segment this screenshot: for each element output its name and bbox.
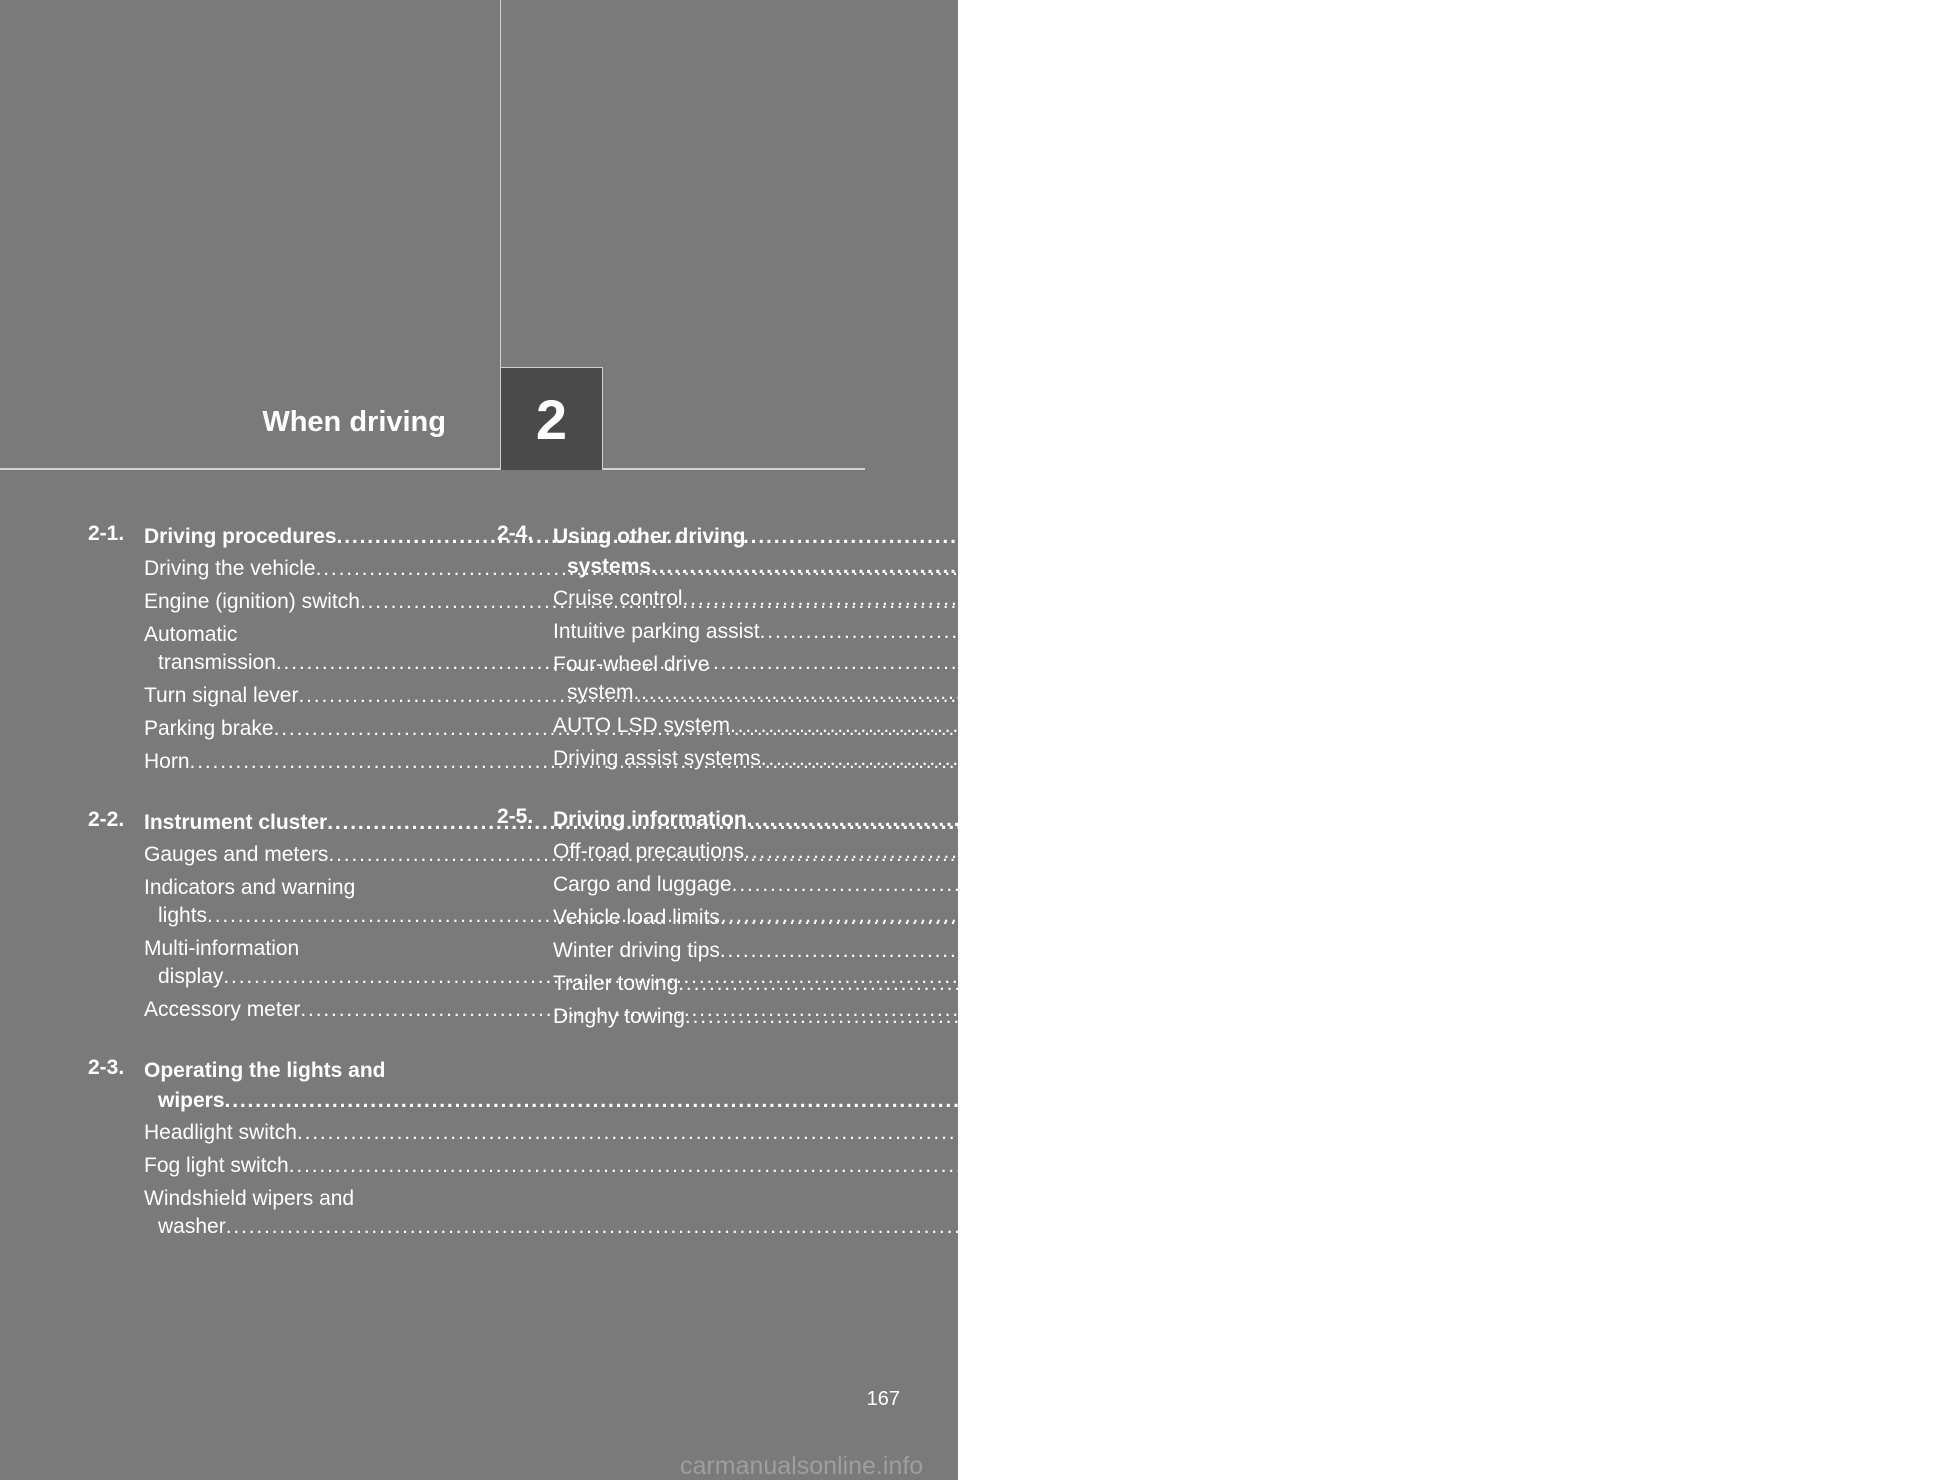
toc-entry[interactable]: [144, 1119, 1484, 1147]
entry-page-number[interactable]: 186: [1425, 717, 1461, 740]
entry-page-number[interactable]: 241: [1883, 873, 1919, 896]
entry-label-line: Automatic: [144, 623, 238, 646]
page-number: 167: [866, 1388, 900, 1410]
toc-entry[interactable]: [553, 937, 1907, 965]
entry-label: Headlight switch: [144, 1121, 297, 1144]
dot-leader: [761, 745, 1900, 773]
toc-section: [88, 1056, 1484, 1241]
entry-label: Horn: [144, 750, 190, 773]
section-title: [553, 522, 1838, 582]
dot-leader: [683, 585, 1822, 613]
entry-label: Trailer towing: [553, 972, 679, 995]
entry-label: system: [567, 681, 634, 704]
entry-label: washer: [158, 1215, 226, 1238]
entry-label: Cargo and luggage: [553, 873, 732, 896]
entry-page-number[interactable]: 185: [1450, 684, 1486, 707]
dot-leader: [730, 712, 1869, 740]
section-page-number[interactable]: 168: [1488, 525, 1524, 548]
entry-label: Dinghy towing: [553, 1005, 685, 1028]
entry-page-number[interactable]: 180: [1427, 651, 1463, 674]
dot-leader: [634, 679, 1773, 707]
header-rule: [0, 468, 865, 470]
entry-page-number[interactable]: 204: [1452, 998, 1488, 1021]
entry-page-number[interactable]: 236: [1895, 840, 1931, 863]
entry-page-number[interactable]: 194: [1358, 904, 1394, 927]
dot-leader: [289, 1152, 1428, 1180]
entry-label: AUTO LSD system: [553, 714, 730, 737]
entry-page-number[interactable]: 168: [1467, 557, 1503, 580]
entry-page-number[interactable]: 198: [1375, 965, 1411, 988]
dot-leader: [297, 1119, 1436, 1147]
entry-page-number[interactable]: 244: [1871, 906, 1907, 929]
entry-page-number[interactable]: 177: [1511, 590, 1547, 613]
section-title-text: Driving procedures: [144, 525, 337, 548]
section-heading[interactable]: [88, 1056, 1412, 1116]
toc-entry[interactable]: [144, 1152, 1476, 1180]
entry-label-line: Windshield wipers and: [144, 1187, 355, 1210]
dot-leader: [225, 1086, 1364, 1116]
section-entries: [144, 1119, 1484, 1241]
dot-leader: [678, 970, 1817, 998]
entry-page-number[interactable]: 223: [1785, 681, 1821, 704]
entry-label: Engine (ignition) switch: [144, 590, 360, 613]
entry-label: Intuitive parking assist: [553, 620, 760, 643]
entry-label: Driving assist systems: [553, 747, 761, 770]
entry-label: Turn signal lever: [144, 684, 299, 707]
chapter-number-tab: [500, 367, 603, 470]
section-title-line: Operating the lights and: [144, 1059, 386, 1082]
dot-leader: [760, 618, 1899, 646]
toc-entry[interactable]: [553, 871, 1919, 899]
section-page-number[interactable]: 236: [1898, 808, 1934, 831]
dot-leader: [720, 904, 1859, 932]
chapter-title: When driving: [262, 406, 446, 438]
entry-row: [144, 1213, 1413, 1241]
entry-page-number[interactable]: 214: [1834, 587, 1870, 610]
dot-leader: [744, 838, 1883, 866]
section-title-text: Instrument cluster: [144, 811, 328, 834]
entry-label: display: [158, 965, 224, 988]
section-number: 2-3.: [88, 1056, 125, 1079]
section-page-number[interactable]: 207: [1376, 1089, 1412, 1112]
entry-page-number[interactable]: 250: [1830, 972, 1866, 995]
section-number: 2-4.: [497, 522, 534, 545]
dot-leader: [720, 937, 1859, 965]
toc-entry[interactable]: [553, 618, 1947, 646]
entry-label: Cruise control: [553, 587, 683, 610]
entry-page-number[interactable]: 188: [1480, 843, 1516, 866]
entry-page-number[interactable]: 272: [1836, 1005, 1872, 1028]
section-number: 2-1.: [88, 522, 125, 545]
entry-label: Off-road precautions: [553, 840, 745, 863]
entry-label: Parking brake: [144, 717, 274, 740]
section-title: [553, 805, 1934, 835]
dot-leader: [685, 1003, 1824, 1031]
dot-leader: [732, 871, 1871, 899]
entry-page-number[interactable]: 187: [1341, 750, 1377, 773]
section-page-number[interactable]: 188: [1479, 811, 1515, 834]
dot-leader: [747, 805, 1886, 835]
section-title: [144, 1056, 1411, 1116]
section-title-row: [144, 1086, 1411, 1116]
entry-label: Winter driving tips: [553, 939, 720, 962]
watermark: carmanualsonline.info: [680, 1452, 924, 1480]
dot-leader: [651, 552, 1790, 582]
entry-row: [553, 871, 1919, 899]
entry-label-line: Four-wheel drive: [553, 653, 710, 676]
entry-row: [553, 618, 1947, 646]
section-number: 2-5.: [497, 805, 534, 828]
entry-page-number[interactable]: 246: [1871, 939, 1907, 962]
entry-page-number[interactable]: 210: [1440, 1154, 1476, 1177]
section-title-text: wipers: [158, 1089, 225, 1112]
entry-label: lights: [158, 904, 208, 927]
chapter-number: 2: [535, 387, 568, 451]
section-title-text: Driving information: [553, 808, 747, 831]
entry-label: Fog light switch: [144, 1154, 289, 1177]
entry-label: Driving the vehicle: [144, 557, 316, 580]
entry-page-number[interactable]: 217: [1911, 620, 1947, 643]
section-title-line: Using other driving: [553, 525, 746, 548]
entry-page-number[interactable]: 230: [1912, 747, 1948, 770]
section-title-row: [553, 805, 1934, 835]
entry-page-number[interactable]: 211: [1379, 1215, 1413, 1238]
entry-label-line: Multi-information: [144, 937, 300, 960]
section-title-text: systems: [567, 555, 652, 578]
entry-label: Gauges and meters: [144, 843, 329, 866]
entry-row: [144, 1119, 1484, 1147]
section-number: 2-2.: [88, 808, 125, 831]
entry-row: [144, 1152, 1476, 1180]
entry-row: [553, 937, 1907, 965]
entry-label: transmission: [158, 651, 276, 674]
dot-leader: [226, 1213, 1365, 1241]
section-page-number[interactable]: 214: [1802, 555, 1838, 578]
entry-page-number[interactable]: 227: [1881, 714, 1917, 737]
section-title-row: [553, 552, 1838, 582]
entry-label: Vehicle load limits: [553, 906, 720, 929]
entry-label-line: Indicators and warning: [144, 876, 356, 899]
entry-label: Accessory meter: [144, 998, 301, 1021]
toc-entry[interactable]: [144, 1185, 1413, 1241]
entry-page-number[interactable]: 207: [1448, 1121, 1484, 1144]
